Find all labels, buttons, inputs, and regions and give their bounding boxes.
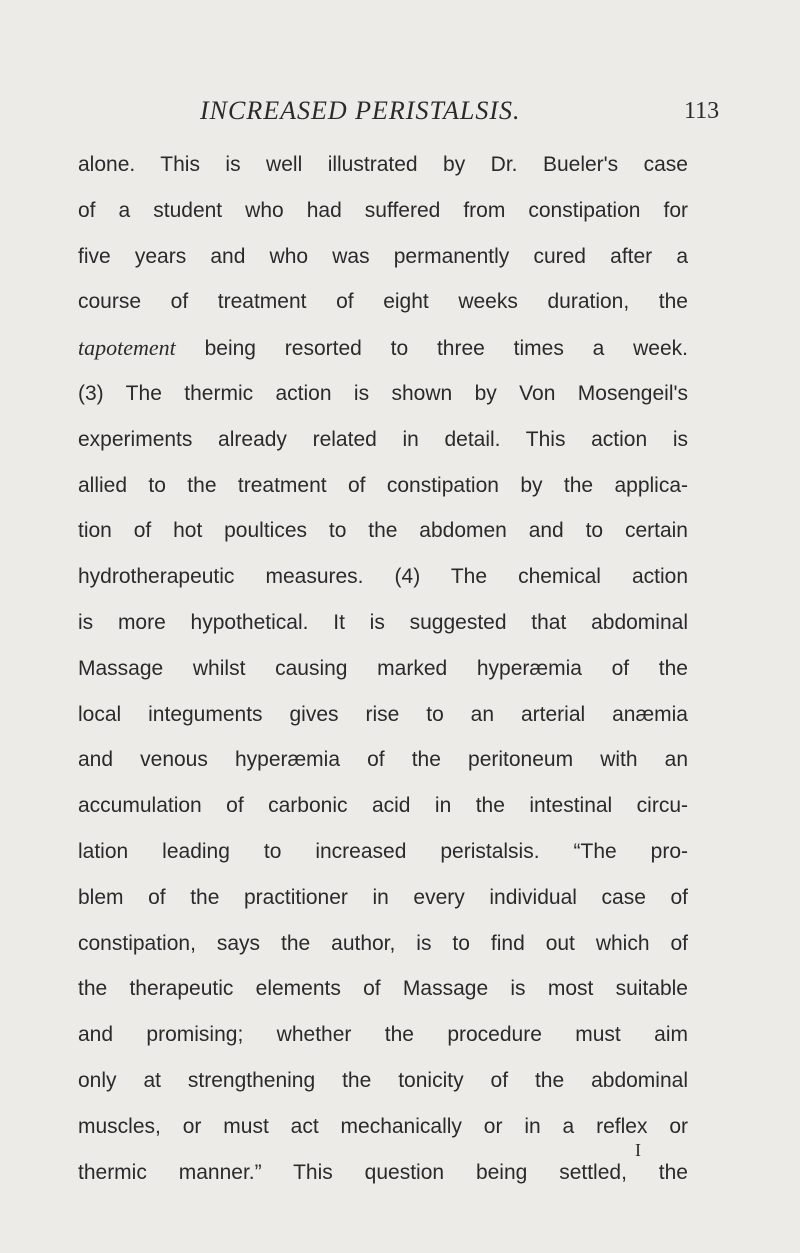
text-line: local integuments gives rise to an arterial anæmia [78,702,688,726]
text-line: allied to the treatment of constipation by the applica- [78,473,688,497]
running-head-title: INCREASED PERISTALSIS. [200,96,521,125]
line-rest: being resorted to three times a week. [175,337,688,361]
text-line: accumulation of carbonic acid in the intestinal circu- [78,794,688,818]
text-line: (3) The thermic action is shown by Von Mosengeil's [78,381,688,405]
page-number: 113 [684,98,720,124]
text-line: and venous hyperæmia of the peritoneum with an [78,748,688,772]
italic-term: tapotement [78,335,176,361]
text-line: of a student who had suffered from constipation for [78,198,688,222]
text-line: alone. This is well illustrated by Dr. Bueler's case [78,153,688,176]
text-line [78,325,688,371]
text-line: experiments already related in detail. This action is [78,427,688,451]
text-line: tion of hot poultices to the abdomen and to certain [78,519,688,543]
body-text [78,142,688,1195]
text-line: five years and who was permanently cured after a [78,244,688,268]
text-line: Massage whilst causing marked hyperæmia of the [78,656,688,680]
text-line: the therapeutic elements of Massage is most suitable [78,977,688,1001]
text-line: course of treatment of eight weeks duration, the [78,290,688,314]
text-line: and promising; whether the procedure must aim [78,1023,688,1047]
text-line: blem of the practitioner in every individual case of [78,885,688,909]
signature-mark: I [635,1140,641,1160]
text-line: muscles, or must act mechanically or in a reflex or [78,1114,688,1138]
text-line: thermic manner.” This question being settled, the [78,1160,688,1184]
text-line: is more hypothetical. It is suggested that abdominal [78,610,688,634]
text-line: constipation, says the author, is to find out which of [78,931,688,955]
text-line: hydrotherapeutic measures. (4) The chemical action [78,565,688,589]
text-line: only at strengthening the tonicity of the abdominal [78,1068,688,1092]
text-line: lation leading to increased peristalsis. “The pro- [78,839,688,863]
